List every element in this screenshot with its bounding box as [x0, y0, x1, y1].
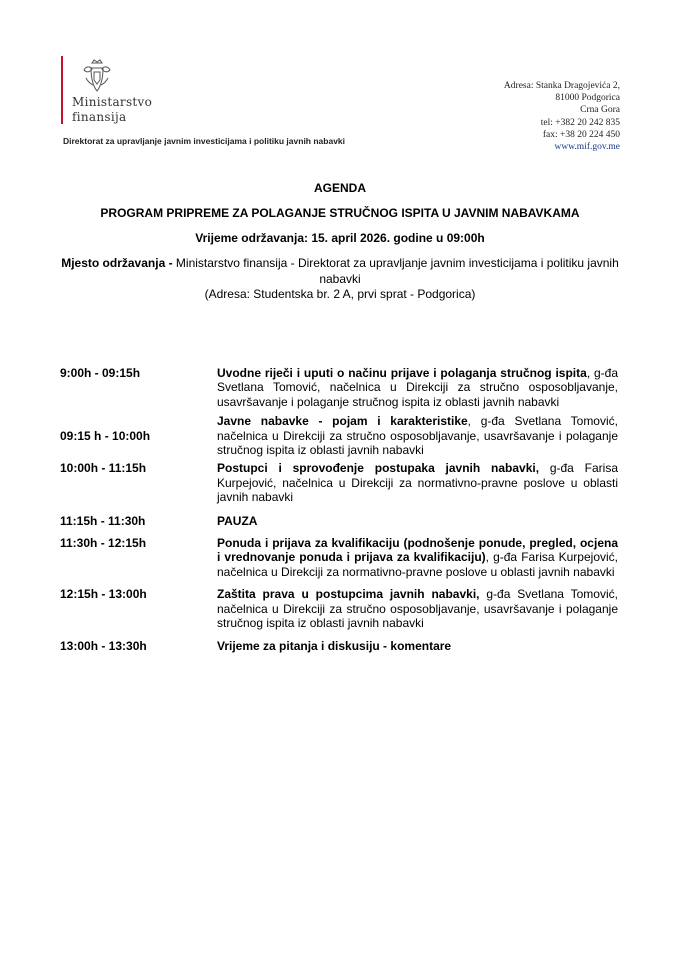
schedule-row: [60, 366, 618, 409]
directorate-name: Direktorat za upravljanje javnim investicijama i politiku javnih nabavki: [63, 136, 346, 146]
schedule-time: 11:30h - 12:15h: [60, 536, 147, 551]
location-text: Ministarstvo finansija - Direktorat za upravljanje javnim investicijama i politiku javnih nabavki: [172, 256, 619, 286]
schedule-description: [217, 366, 618, 409]
schedule-time: 9:00h - 09:15h: [60, 366, 141, 380]
logo-accent-bar: [61, 56, 63, 124]
address-country: Crna Gora: [580, 105, 620, 116]
schedule-speaker: , g-đa Svetlana Tomović, načelnica u Direkciji za stručno osposobljavanje, usavršavanje i polaganje stručnog ispita iz oblasti javnih nabavki: [217, 366, 619, 409]
schedule-speaker: , g-đa Svetlana Tomović, načelnica u Direkciji za stručno osposobljavanje, usavršavanje i polaganje stručnog ispita iz oblasti javnih nabavki: [217, 414, 618, 458]
ministry-line2: finansija: [72, 110, 127, 124]
event-location: [60, 256, 620, 303]
schedule-description: [217, 536, 618, 579]
event-time: Vrijeme održavanja: 15. april 2026. godine u 09:00h: [195, 231, 485, 245]
ministry-name: [72, 95, 152, 125]
schedule-time: 12:15h - 13:00h: [60, 587, 147, 602]
address-tel: tel: +382 20 242 835: [540, 117, 620, 128]
schedule-row: [60, 639, 618, 653]
location-address: (Adresa: Studentska br. 2 A, prvi sprat - Podgorica): [204, 287, 476, 301]
program-title: PROGRAM PRIPREME ZA POLAGANJE STRUČNOG ISPITA U JAVNIM NABAVKAMA: [100, 206, 580, 220]
schedule-speaker: , g-đa Farisa Kurpejović, načelnica u Direkciji za normativno-pravne poslove u oblasti javnih nabavki: [217, 550, 618, 579]
schedule-time: 13:00h - 13:30h: [60, 638, 147, 653]
schedule-topic: PAUZA: [217, 513, 258, 528]
ministry-line1: Ministarstvo: [72, 95, 153, 109]
schedule-speaker: g-đa Farisa Kurpejović, načelnica u Direkciji za normativno-pravne poslove u oblasti javnih nabavki: [217, 461, 618, 505]
agenda-schedule: [60, 366, 618, 653]
location-label: Mjesto održavanja -: [61, 256, 173, 270]
website-link[interactable]: www.mif.gov.me: [554, 142, 620, 153]
address-street: Adresa: Stanka Dragojevića 2,: [503, 81, 620, 91]
schedule-topic: Zaštita prava u postupcima javnih nabavki,: [217, 587, 480, 602]
schedule-speaker: g-đa Svetlana Tomović, načelnica u Direkciji za stručno osposobljavanje, usavršavanje i polaganje stručnog ispita iz oblasti javnih nabavki: [217, 587, 618, 631]
schedule-row: [60, 514, 618, 528]
schedule-topic: Ponuda i prijava za kvalifikaciju (podnošenje ponude, pregled, ocjena i vrednovanje ponuda i prijava za kvalifikaciju): [217, 536, 618, 565]
schedule-row: [60, 536, 618, 579]
schedule-topic: Uvodne riječi i uputi o načinu prijave i polaganja stručnog ispita: [217, 366, 587, 380]
schedule-description: [217, 414, 618, 457]
schedule-time: 10:00h - 11:15h: [60, 461, 147, 476]
schedule-row: [60, 414, 618, 457]
schedule-time: 11:15h - 11:30h: [60, 513, 146, 528]
schedule-description: [217, 639, 618, 653]
address-block: [504, 80, 620, 153]
schedule-description: [217, 461, 618, 504]
schedule-topic: Postupci i sprovođenje postupaka javnih nabavki,: [217, 461, 540, 476]
agenda-title: AGENDA: [313, 181, 366, 195]
schedule-topic: Javne nabavke - pojam i karakteristike: [217, 414, 468, 429]
schedule-description: [217, 587, 618, 630]
schedule-time: 09:15 h - 10:00h: [60, 428, 151, 443]
address-city: 81000 Podgorica: [555, 93, 620, 104]
coat-of-arms-icon: [80, 58, 114, 94]
schedule-description: [217, 514, 618, 528]
schedule-row: [60, 587, 618, 630]
schedule-topic: Vrijeme za pitanja i diskusiju - komentare: [217, 638, 452, 653]
address-fax: fax: +38 20 224 450: [542, 129, 620, 140]
schedule-row: [60, 461, 618, 504]
